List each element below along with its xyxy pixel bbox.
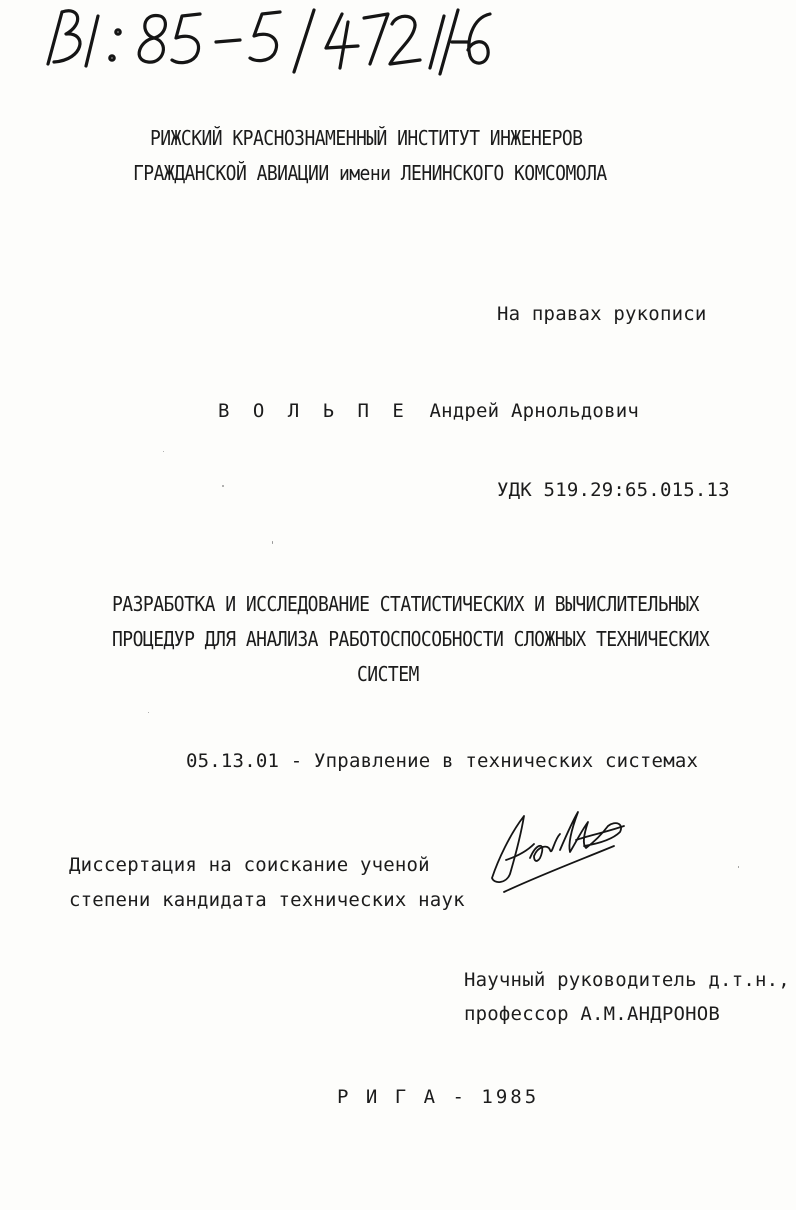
specialty-code: 05.13.01 - Управление в технических системах (186, 750, 699, 772)
thesis-title-line-3: СИСТЕМ (357, 662, 419, 686)
institute-name-line-2: ГРАЖДАНСКОЙ АВИАЦИИ имени ЛЕНИНСКОГО КОМСОМОЛА (133, 161, 607, 185)
manuscript-rights-note: На правах рукописи (497, 303, 707, 325)
dissertation-degree-line-2: степени кандидата технических наук (69, 889, 465, 911)
udc-code: УДК 519.29:65.015.13 (497, 479, 730, 501)
institute-name-line-1: РИЖСКИЙ КРАСНОЗНАМЕННЫЙ ИНСТИТУТ ИНЖЕНЕРОВ (150, 126, 583, 150)
scan-speck (148, 712, 149, 713)
dissertation-degree-line-1: Диссертация на соискание ученой (69, 854, 430, 876)
handwritten-archive-code (32, 2, 492, 82)
thesis-title-line-1: РАЗРАБОТКА И ИССЛЕДОВАНИЕ СТАТИСТИЧЕСКИХ И ВЫЧИСЛИТЕЛЬНЫХ (112, 592, 699, 616)
supervisor-line-2: профессор А.М.АНДРОНОВ (464, 1003, 721, 1025)
author-surname: В О Л Ь П Е (218, 400, 410, 422)
author-signature (484, 800, 634, 896)
supervisor-line-1: Научный руководитель д.т.н., (464, 969, 790, 991)
author-given-names: Андрей Арнольдович (429, 400, 639, 422)
archive-code-handwriting (32, 2, 492, 82)
signature-scrawl (484, 800, 634, 896)
scan-speck (163, 451, 164, 452)
scan-speck (222, 485, 224, 487)
scan-speck (272, 541, 273, 544)
thesis-title-line-2: ПРОЦЕДУР ДЛЯ АНАЛИЗА РАБОТОСПОСОБНОСТИ СЛОЖНЫХ ТЕХНИЧЕСКИХ (112, 627, 710, 651)
author-name (218, 399, 639, 423)
scan-speck (738, 866, 739, 868)
city-year: Р И Г А - 1985 (337, 1086, 540, 1108)
